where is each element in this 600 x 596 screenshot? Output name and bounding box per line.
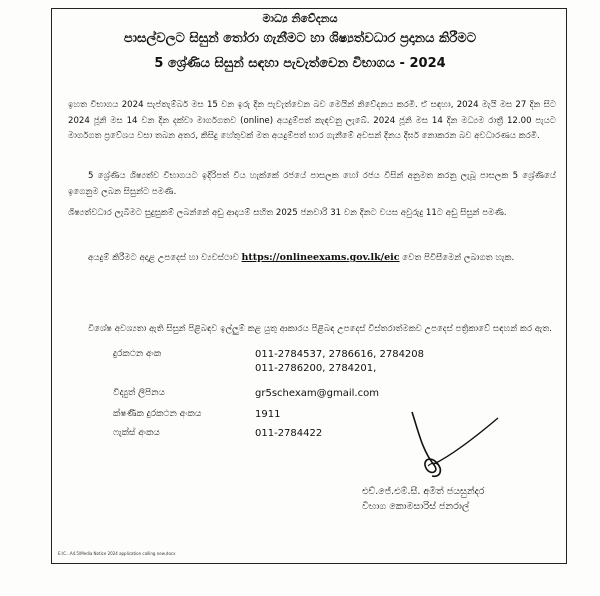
instructions-text-after: වෙත පිවිසීමෙන් ලබාගත හැක. [402,253,515,263]
signatory-name: එච්.ජේ.එම්.සී. අමිත් ජයසුන්දර [362,486,485,497]
paragraph-scholarship-criteria: ශිෂ්‍යත්වධාර ලැබීමට සුදුසුකම් ලබන්නේ අඩු ආදායම් සහිත 2025 ජනවාරි 31 වන දිනට වයස අවුරුදු 11ට අඩු සිසුන් පමණි. [68,208,507,218]
notice-type: මාධ්‍ය නිවේදනය [262,12,338,25]
paragraph-instructions-link [68,250,556,267]
instructions-text-before: අයදුම් කිරීමට අදාළ උපදෙස් හා ව්‍යවස්ථාව [88,253,239,263]
exam-website-link[interactable]: https://onlineexams.gov.lk/eic [241,252,400,263]
signatory-title: විභාග කොමසාරිස් ජනරාල් [362,501,470,512]
phone-line-1: 011-2784537, 2786616, 2784208 [255,349,425,360]
notice-subtitle: 5 ශ්‍රේණිය සිසුන් සඳහා පැවැත්වෙන විභාගය - 2024 [154,56,446,71]
paragraph-eligibility: 5 ශ්‍රේණිය ශිෂ්‍යත්ව විභාගයට ඉදිරිපත් විය හැක්කේ රජයේ පාසලක හෝ රජය විසින් අනුමත කරනු ලැබූ පාසලක 5 ශ්‍රේණියේ ඉගෙනුම ලබන සිසුන්ට පමණි. [68,171,556,197]
phone-label: දුරකථන අංක [113,349,162,359]
handwritten-signature [400,410,510,485]
file-path-footer: E:\C...A4.5\Media Notice 2024 application calling new.docx [58,551,176,556]
notice-title: පාසල්වලට සිසුන් තෝරා ගැනීමට හා ශිෂ්‍යත්වධාර ප්‍රදානය කිරීමට [123,31,477,46]
fax-value: 011-2784422 [255,428,323,439]
email-label: විද්‍යුත් ලිපිනය [113,388,165,398]
hotline-value: 1911 [255,409,281,420]
email-value[interactable]: gr5schexam@gmail.com [255,388,379,399]
hotline-label: ක්ෂණික දුරකථන අංකය [113,409,202,419]
paragraph-special-needs: විශේෂ අවශ්‍යතා ඇති සිසුන් පිළිබඳව ඉල්ලුම් කළ යුතු ආකාරය පිළිබඳ උපදෙස් විස්තරාත්මකව උපදෙස් පත්‍රිකාවේ සඳහන් කර ඇත. [88,324,553,334]
phone-line-2: 011-2786200, 2784201, [255,363,377,374]
paragraph-exam-date: ඉහත විභාගය 2024 සැප්තැම්බර් මස 15 වන ඉරු දින පැවැත්වෙන බව මෙයින් නිවේදනය කරමි. ඒ සඳහා, 2024 මැයි මස 27 දින සිට 2024 ජූනි මස 14 වන දින දක්වා මාර්ගගතව (online) අයදුම්පත් කැඳවනු ලැබේ. 2024 ජූනි මස 14 දින මධ්‍යම රාත්‍රී 12.00 පැයට මාර්ගගත ප්‍රවේශය වසා තබන අතර, කිසිදු හේතුවක් මත අයදුම්පත් භාර ගැනීමේ අවසන් දිනය දීර්ඝ නොකරන බව අවධාරණය කරමි. [68,100,556,141]
fax-label: ෆැක්ස් අංකය [113,428,160,438]
